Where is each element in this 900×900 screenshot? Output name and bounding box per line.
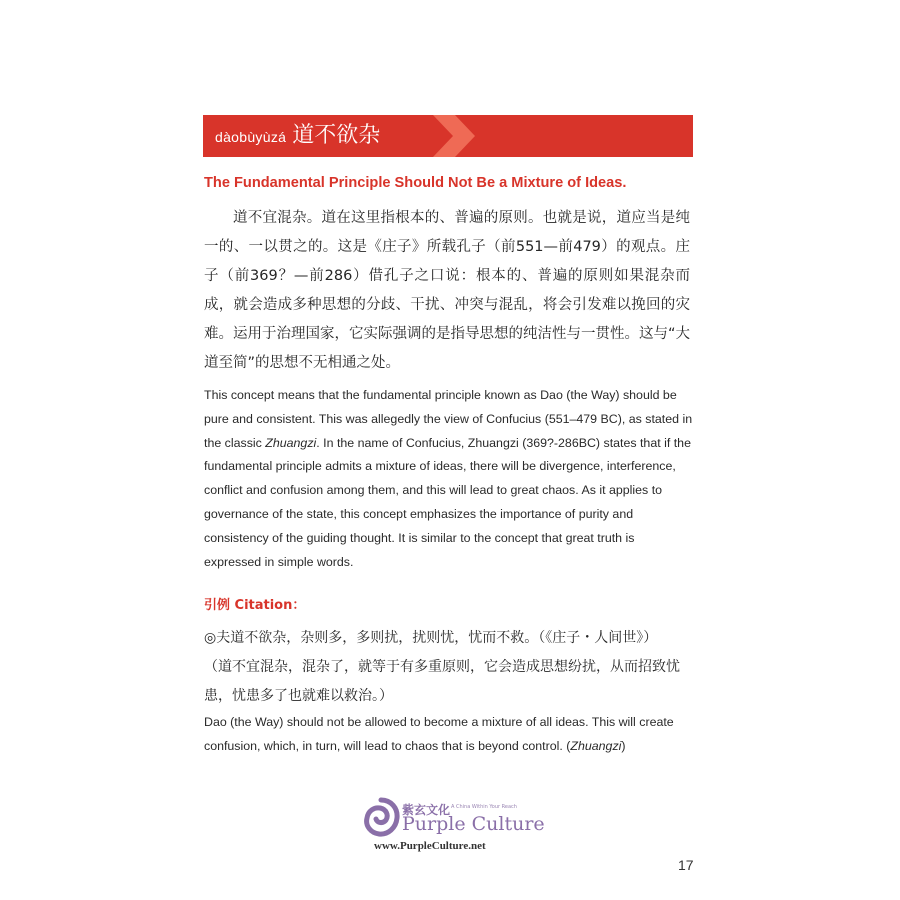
purple-culture-logo-icon bbox=[362, 797, 400, 839]
english-text-2: . In the name of Confucius, Zhuangzi (369?-286BC) states that if the fundamental principle admits a mixture of ideas, there will be divergence, interference, conflict and confusion among them, and this will lead to great chaos. As it applies to governance of the state, this concept emphasizes the importance of purity and consistency of the guiding thought. It is similar to the concept that great truth is expressed in simple words. bbox=[204, 435, 691, 569]
english-text-1: This concept means that the fundamental principle known as Dao (the Way) should be pure and consistent. This was allegedly the view of Confucius (551–479 BC), as stated in the classic bbox=[204, 388, 693, 450]
source-title: Zhuangzi bbox=[265, 435, 317, 450]
watermark bbox=[362, 797, 545, 857]
citation-heading: 引例 Citation： bbox=[204, 598, 306, 613]
chinese-explanation: 道不宜混杂。道在这里指根本的、普遍的原则。也就是说，道应当是纯一的、一以贯之的。这是《庄子》所载孔子（前551—前479）的观点。庄子（前369？—前286）借孔子之口说：根本的、普遍的原则如果混杂而成，就会造成多种思想的分歧、干扰、冲突与混乱，将会引发难以挽回的灾难。运用于治理国家，它实际强调的是指导思想的纯洁性与一贯性。这与“大道至简”的思想不无相通之处。 bbox=[204, 210, 691, 371]
citation-translation-text: Dao (the Way) should not be allowed to become a mixture of all ideas. This will create confusion, which, in turn, will lead to chaos that is beyond control. ( bbox=[204, 715, 674, 753]
watermark-tagline: A China Within Your Reach bbox=[451, 804, 517, 810]
english-explanation bbox=[204, 384, 694, 574]
citation-close: ) bbox=[621, 739, 626, 753]
citation-translation bbox=[204, 710, 698, 758]
citation-paraphrase: （道不宜混杂，混杂了，就等于有多重原则，它会造成思想纷扰，从而招致忧患，忧患多了也就难以救治。） bbox=[204, 659, 680, 704]
page-number: 17 bbox=[678, 857, 694, 873]
term-hanzi: 道不欲杂 bbox=[292, 123, 381, 148]
citation-source: Zhuangzi bbox=[570, 739, 622, 753]
watermark-url[interactable]: www.PurpleCulture.net bbox=[374, 840, 486, 852]
banner-text bbox=[215, 115, 380, 157]
watermark-chinese: 紫玄文化 bbox=[402, 803, 451, 817]
header-banner bbox=[203, 115, 693, 157]
entry-title: The Fundamental Principle Should Not Be a Mixture of Ideas. bbox=[204, 175, 627, 191]
citation-quote: ◎夫道不欲杂，杂则多，多则扰，扰则忧，忧而不救。（《庄子・人间世》） bbox=[204, 630, 658, 646]
term-pinyin: dàobùyùzá bbox=[215, 129, 287, 145]
watermark-english: Purple Culture bbox=[402, 813, 545, 835]
